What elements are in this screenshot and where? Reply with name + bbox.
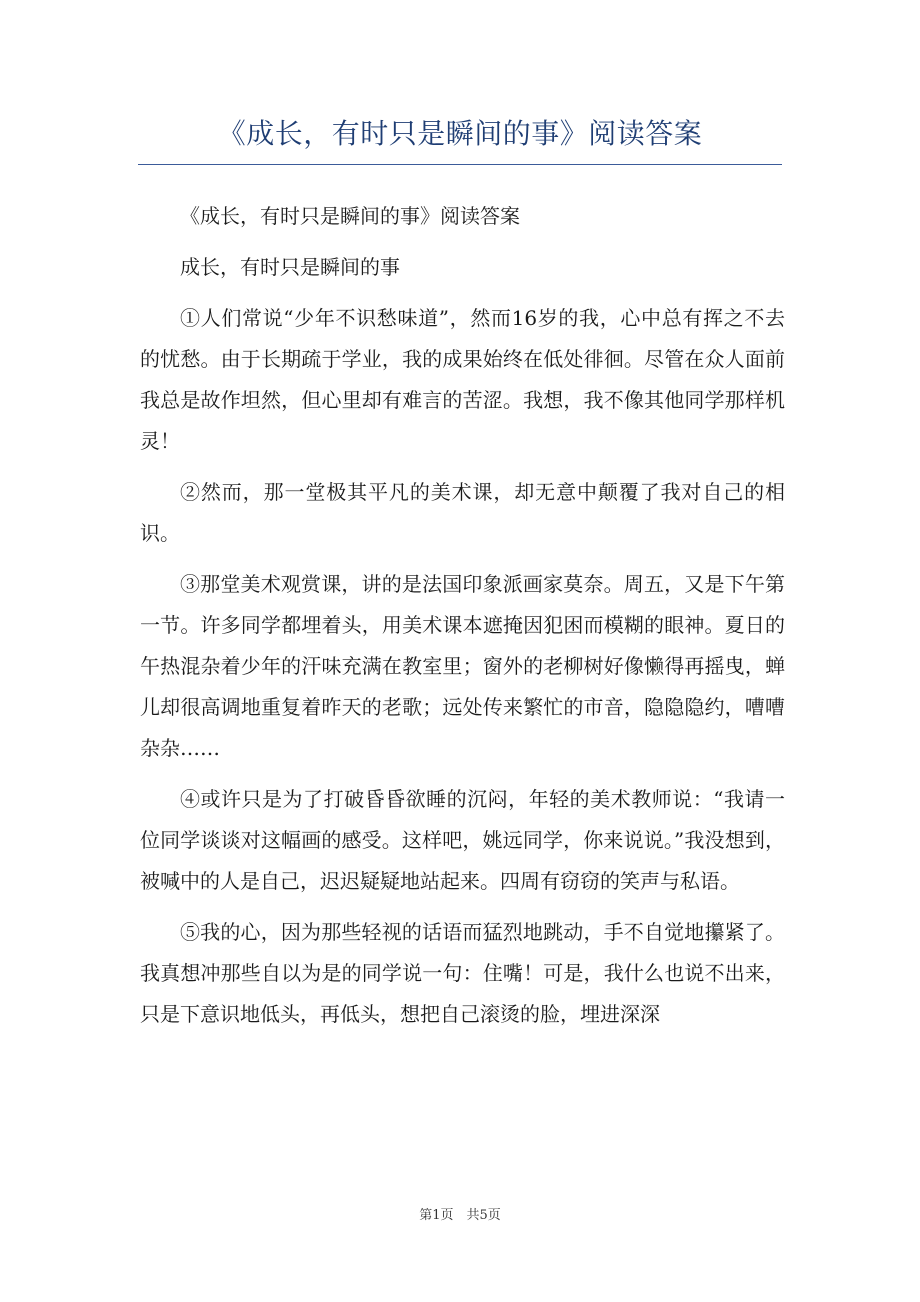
paragraph-5: ⑤我的心，因为那些轻视的话语而猛烈地跳动，手不自觉地攥紧了。我真想冲那些自以为是的同学说一句：住嘴！可是，我什么也说不出来，只是下意识地低头，再低头，想把自己滚烫的脸，埋进深深 [140,920,785,1026]
paragraph-3: ③那堂美术观赏课，讲的是法国印象派画家莫奈。周五，又是下午第一节。许多同学都埋着头，用美术课本遮掩因犯困而模糊的眼神。夏日的午热混杂着少年的汗味充满在教室里；窗外的老柳树好像懒得再摇曳，蝉儿却很高调地重复着昨天的老歌；远处传来繁忙的市音，隐隐隐约，嘈嘈杂杂…… [140,572,785,760]
page-footer: 第1页 共5页 [419,1208,501,1223]
article-title: 成长，有时只是瞬间的事 [180,255,400,279]
document-subtitle: 《成长，有时只是瞬间的事》阅读答案 [180,204,520,228]
title-divider [138,164,782,165]
page-title: 《成长，有时只是瞬间的事》阅读答案 [217,117,703,150]
paragraph-4: ④或许只是为了打破昏昏欲睡的沉闷，年轻的美术教师说：“我请一位同学谈谈对这幅画的感受。这样吧，姚远同学，你来说说。”我没想到，被喊中的人是自己，迟迟疑疑地站起来。四周有窃窃的笑声与私语。 [140,787,785,893]
paragraph-2: ②然而，那一堂极其平凡的美术课，却无意中颠覆了我对自己的相识。 [140,480,785,545]
document-body [140,196,785,1045]
paragraph-1: ①人们常说“少年不识愁味道”，然而16岁的我，心中总有挥之不去的忧愁。由于长期疏于学业，我的成果始终在低处徘徊。尽管在众人面前我总是故作坦然，但心里却有难言的苦涩。我想，我不像其他同学那样机灵！ [140,306,785,453]
